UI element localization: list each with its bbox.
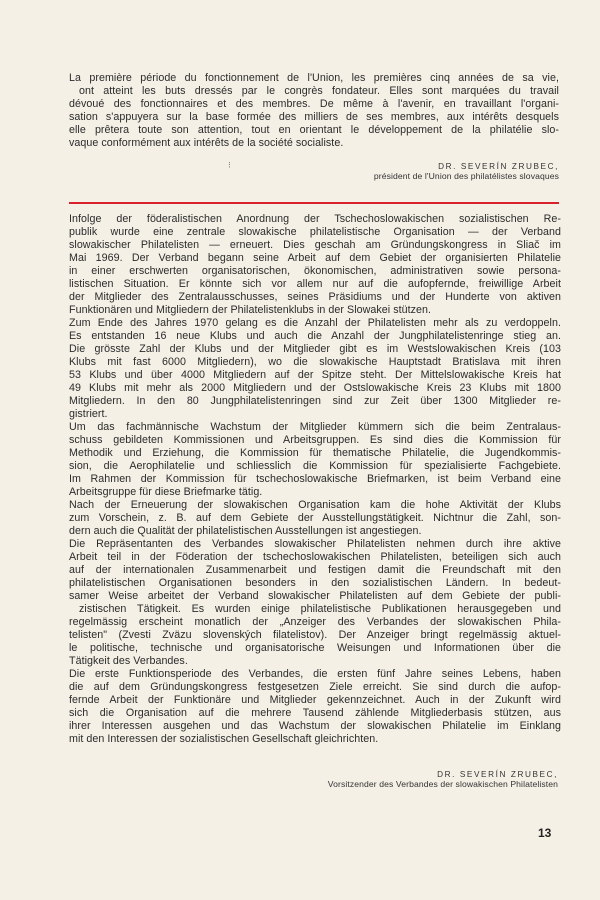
- french-line: La première période du fonctionnement de l'Union, les premières cinq années de sa vie,: [69, 72, 559, 84]
- german-line: le politische, technische und organisatorische Weisungen und Informationen über die: [69, 642, 561, 654]
- german-line: slowakischer Philatelisten — erneuert. Dies geschah am Gründungskongress in Sliač im: [69, 239, 561, 251]
- german-line: in einer erschwerten organisatorischen, ökonomischen, administrativen sowie persona-: [69, 265, 561, 277]
- signature-role: Vorsitzender des Verbandes der slowakischen Philatelisten: [327, 779, 558, 789]
- german-line: Klubs mit fast 6000 Mitgliedern), wo die slowakische Hauptstadt Bratislava mit ihren: [69, 356, 561, 368]
- french-line: dévoué des fonctionnaires et des membres. De même à l'avenir, en travaillant l'organi-: [69, 98, 559, 110]
- german-line: regelmässig erscheint monatlich der „Anzeiger des Verbandes der slowakischen Phila-: [69, 616, 561, 628]
- german-line: sich die Organisation auf die mehrere Tausend zählende Mitgliederbasis stützen, aus: [69, 707, 561, 719]
- signature-role: président de l'Union des philatélistes slovaques: [373, 171, 559, 181]
- red-divider: [69, 202, 559, 204]
- french-line: ont atteint les buts dressés par le congrès fondateur. Elles sont marquées du travail: [79, 85, 559, 97]
- german-line: zistischen Tätigkeit. Es wurden einige philatelistische Publikationen herausgegeben und: [79, 603, 561, 615]
- german-line: Arbeitsgruppe für diese Briefmarke tätig.: [69, 486, 263, 498]
- german-line: Arbeit teil in der Föderation der tschechoslowakischen Philatelisten, beteiligen sich auch: [69, 551, 561, 563]
- german-line: Methodik und Erziehung, die Kommission für thematische Philatelie, die Jugendkommis-: [69, 447, 561, 459]
- german-line: zum Vorschein, z. B. auf dem Gebiete der Ausstellungstätigkeit. Nichtnur die Zahl, son-: [69, 512, 561, 524]
- german-line: Die grösste Zahl der Klubs und der Mitglieder gibt es im Westslowakischen Kreis (103: [69, 343, 561, 355]
- german-line: philatelistischen Organisationen besonders in den sozialistischen Ländern. In bedeut-: [69, 577, 561, 589]
- german-line: Im Rahmen der Kommission für tschechoslowakische Briefmarken, ist beim Verband eine: [69, 473, 561, 485]
- french-signature: [300, 162, 559, 181]
- german-line: die auf dem Gründungskongress festgesetzen Ziele erreicht. Sie sind durch die aufop-: [69, 681, 561, 693]
- german-line: dern auch die Qualität der philatelistischen Ausstellungen ist angestiegen.: [69, 525, 422, 537]
- german-line: Die erste Funktionsperiode des Verbandes, die ersten fünf Jahre seines Lebens, haben: [69, 668, 561, 680]
- german-line: Tätigkeit des Verbandes.: [69, 655, 188, 667]
- french-line: sation s'appuyera sur la base formée des milliers de ses membres, aux intérêts desquels: [69, 111, 559, 123]
- german-line: 49 Klubs mit mehr als 2000 Mitgliedern und der Ostslowakische Kreis 23 Klubs mit 1800: [69, 382, 561, 394]
- german-line: Zum Ende des Jahres 1970 gelang es die Anzahl der Philatelisten mehr als zu verdoppeln.: [69, 317, 561, 329]
- french-line: vaque conformément aux intérêts de la société socialiste.: [69, 137, 344, 149]
- margin-mark: ⁝: [228, 160, 231, 170]
- german-line: Um das fachmännische Wachstum der Mitglieder kümmern sich die beim Zentralaus-: [69, 421, 561, 433]
- german-line: Funktionären und Mitgliedern der Philatelistenklubs in der Slowakei stützen.: [69, 304, 432, 316]
- page-number: 13: [538, 826, 552, 840]
- german-line: auf der internationalen Zusammenarbeit und festigen damit die Freundschaft mit den: [69, 564, 561, 576]
- german-line: Mitgliedern. In den 80 Jungphilatelistenringen sind zur Zeit über 1300 Mitglieder re-: [69, 395, 561, 407]
- french-line: elle prêtera toute son attention, tout en orientant le développement de la philatélie slo-: [69, 124, 559, 136]
- german-line: gistriert.: [69, 408, 108, 420]
- german-line: sion, die Aerophilatelie und schliesslich die Kommission für spezialisierte Fachgebiete.: [69, 460, 561, 472]
- german-line: mit den Interessen der sozialistischen Gesellschaft gleichrichten.: [69, 733, 379, 745]
- german-line: schuss gebildeten Kommissionen und Arbeitsgruppen. Es sind dies die Kommission für: [69, 434, 561, 446]
- german-line: samer Weise arbeitet der Verband slowakischer Philatelisten auf dem Gebiete der publi-: [69, 590, 561, 602]
- signature-name: DR. SEVERÍN ZRUBEC,: [438, 162, 559, 171]
- german-line: publik wurde eine zentrale slowakische philatelistische Organisation — der Verband: [69, 226, 561, 238]
- french-paragraph: [69, 72, 559, 150]
- german-line: telisten" (Zvesti Zväzu slovenských filatelistov). Der Anzeiger bringt regelmässig aktuel-: [69, 629, 561, 641]
- german-line: 53 Klubs und über 4000 Mitgliedern auf der Spitze steht. Der Mittelslowakische Kreis hat: [69, 369, 561, 381]
- german-line: Die Repräsentanten des Verbandes slowakischer Philatelisten nehmen durch ihre aktive: [69, 538, 561, 550]
- german-line: listischen Situation. Er könnte sich vor allem nur auf die aufopfernde, freiwillige Arbeit: [69, 278, 561, 290]
- signature-name: DR. SEVERÍN ZRUBEC,: [437, 770, 558, 779]
- german-paragraphs: [69, 213, 561, 746]
- german-line: Nach der Erneuerung der slowakischen Organisation kam die hohe Aktivität der Klubs: [69, 499, 561, 511]
- german-line: ihrer Interessen ausgehen und das Wachstum der slowakischen Philatelie im Einklang: [69, 720, 561, 732]
- german-line: Infolge der föderalistischen Anordnung der Tschechoslowakischen sozialistischen Re-: [69, 213, 561, 225]
- german-line: fernde Arbeit der Funktionäre und Mitglieder gekennzeichnet. Auch in der Zukunft wird: [69, 694, 561, 706]
- german-line: Mai 1969. Der Verband begann seine Arbeit auf dem Gebiet der organisierten Philatelie: [69, 252, 561, 264]
- german-line: Es entstanden 16 neue Klubs und auch die Anzahl der Jungphilatelistenringe stieg an.: [69, 330, 561, 342]
- german-signature: [240, 770, 558, 789]
- german-line: der Mitglieder des Zentralausschusses, seines Präsidiums und der Hunderte von aktiven: [69, 291, 561, 303]
